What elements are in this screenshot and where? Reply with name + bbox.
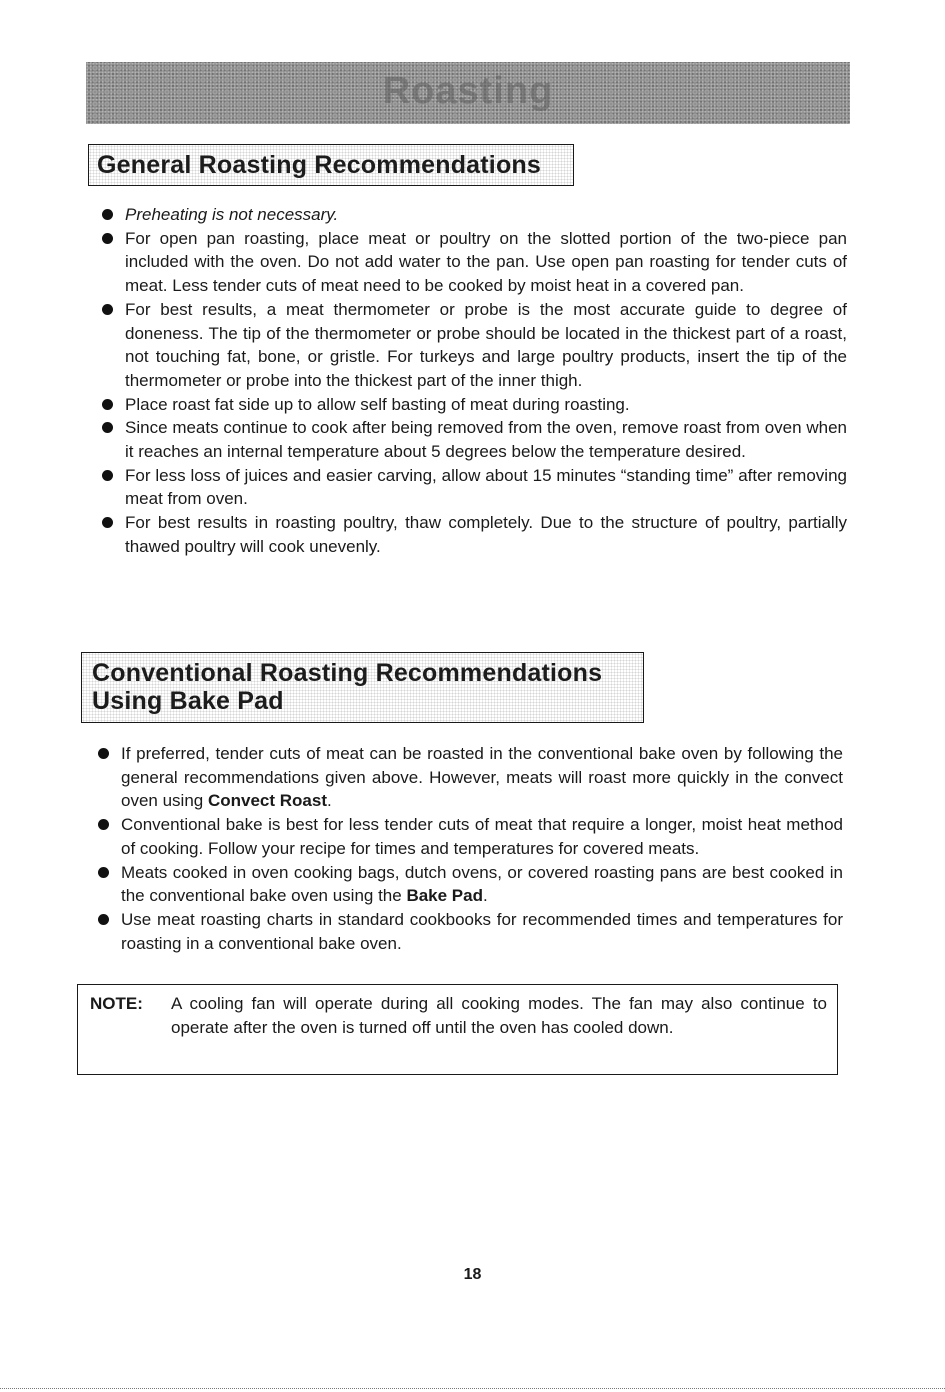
list-item — [102, 298, 847, 393]
bullet-icon — [98, 867, 109, 878]
list-item-text-end: . — [326, 791, 332, 811]
section-heading-general-roasting — [88, 144, 574, 186]
list-item — [102, 464, 847, 511]
list-item-text: For best results in roasting poultry, thaw completely. Due to the structure of poultry, partially thawed poultry will cook unevenly. — [125, 513, 847, 556]
list-item — [102, 393, 847, 417]
bullet-icon — [102, 233, 113, 244]
section-heading-subtext: Using Bake Pad — [92, 687, 284, 715]
list-item-text: For less loss of juices and easier carving, allow about 15 minutes “standing time” after removing meat from oven. — [125, 465, 847, 509]
bullet-icon — [98, 819, 109, 830]
list-item — [98, 813, 843, 860]
list-item-text: If preferred, tender cuts of meat can be roasted in the conventional bake oven by following the general recommendations given above. However, meats will roast more quickly in the convect oven using — [121, 744, 843, 811]
section-heading-conventional-roasting — [81, 652, 644, 723]
list-item-text: Conventional bake is best for less tender cuts of meat that require a longer, moist heat method of cooking. Follow your recipe for times and temperatures for covered meats. — [121, 815, 843, 858]
conventional-roasting-list — [98, 742, 843, 955]
note-box — [77, 984, 838, 1075]
list-item-text: Preheating is not necessary. — [125, 205, 339, 224]
bullet-icon — [98, 914, 109, 925]
page-bottom-rule — [0, 1388, 945, 1389]
general-roasting-list — [102, 203, 847, 559]
bullet-icon — [102, 470, 113, 481]
bullet-icon — [102, 422, 113, 433]
section-heading-text: General Roasting Recommendations — [97, 151, 541, 179]
list-item-emphasis: Convect Roast — [207, 791, 327, 811]
list-item — [102, 416, 847, 463]
list-item-text: Since meats continue to cook after being removed from the oven, remove roast from oven when it reaches an internal temperature about 5 degrees below the temperature desired. — [125, 418, 847, 462]
list-item-text: Meats cooked in oven cooking bags, dutch ovens, or covered roasting pans are best cooked in the conventional bake oven using the — [121, 862, 843, 906]
list-item — [102, 227, 847, 298]
bullet-icon — [102, 399, 113, 410]
bullet-icon — [102, 209, 113, 220]
list-item-text-end: . — [482, 886, 488, 906]
list-item-text: Place roast fat side up to allow self basting of meat during roasting. — [125, 394, 630, 414]
list-item — [98, 742, 843, 813]
bullet-icon — [102, 304, 113, 315]
list-item-text: For open pan roasting, place meat or poultry on the slotted portion of the two-piece pan included with the oven. Do not add water to the pan. Use open pan roasting for tender cuts of meat. Less tender cuts of meat need to be cooked by moist heat in a covered pan. — [125, 228, 847, 296]
chapter-banner-title: Roasting — [382, 70, 554, 112]
list-item — [98, 908, 843, 955]
list-item — [98, 861, 843, 908]
list-item — [102, 203, 847, 227]
note-label: NOTE: — [90, 994, 143, 1013]
section-heading-text: Conventional Roasting Recommendations — [92, 659, 603, 687]
bullet-icon — [98, 748, 109, 759]
chapter-banner — [86, 62, 850, 124]
list-item — [102, 511, 847, 558]
list-item-text: Use meat roasting charts in standard cookbooks for recommended times and temperatures for roasting in a conventional bake oven. — [121, 909, 843, 953]
list-item-emphasis: Bake Pad — [406, 886, 483, 906]
note-text: A cooling fan will operate during all cooking modes. The fan may also continue to operate after the oven is turned off until the oven has cooled down. — [171, 994, 827, 1037]
page-number: 18 — [463, 1266, 482, 1283]
bullet-icon — [102, 517, 113, 528]
list-item-text: For best results, a meat thermometer or probe is the most accurate guide to degree of doneness. The tip of the thermometer or probe should be located in the thickest part of a roast, not touching fat, bone, or gristle. For turkeys and large poultry products, insert the tip of the thermometer or probe into the thickest part of the inner thigh. — [125, 299, 847, 390]
